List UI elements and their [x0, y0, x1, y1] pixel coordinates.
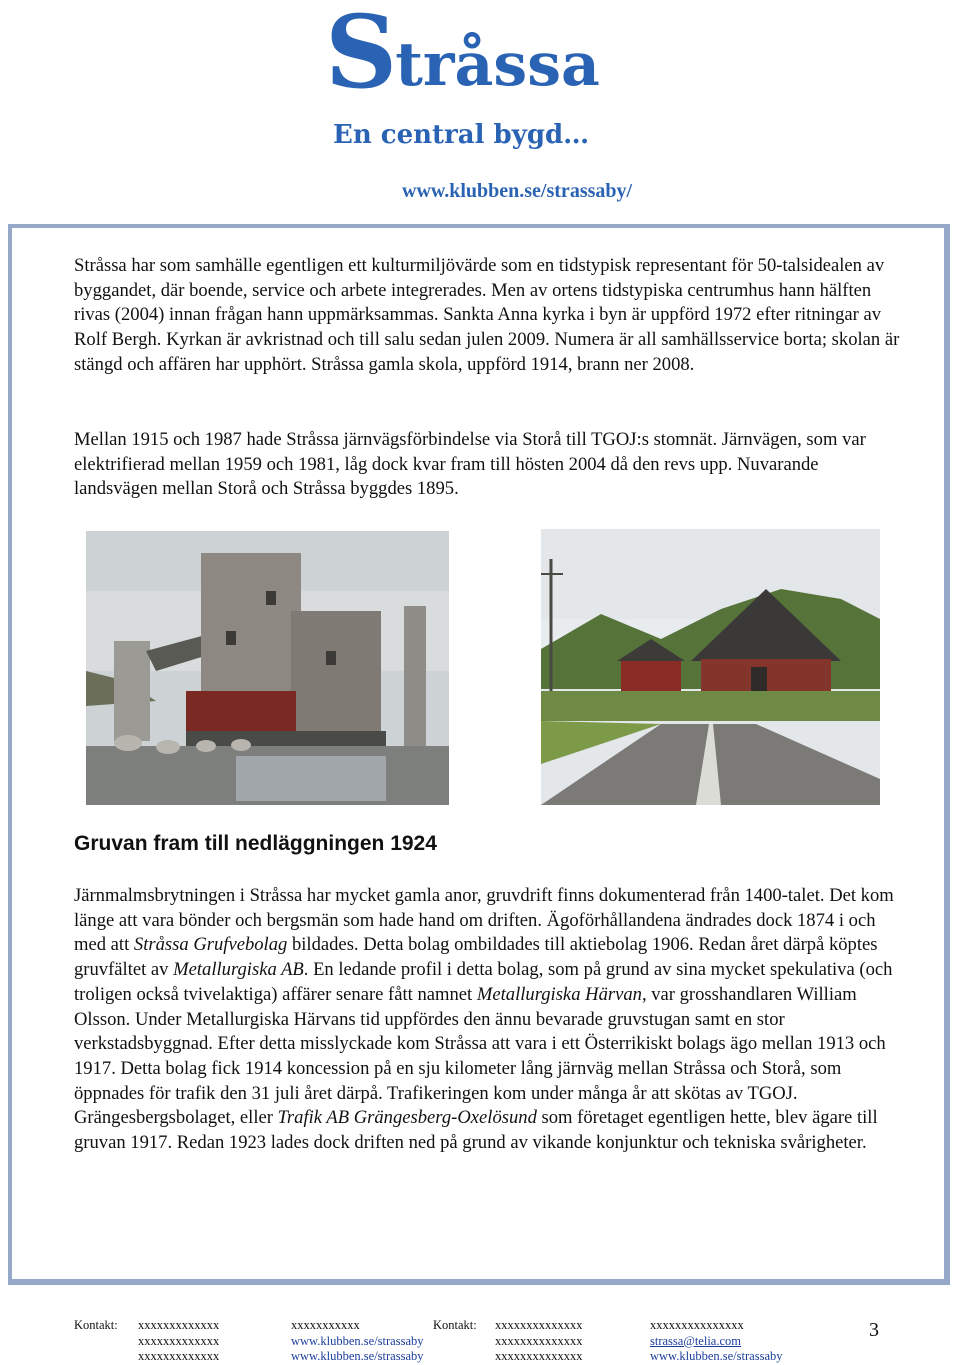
footer-text: xxxxxxxxxxxxxx [495, 1349, 583, 1363]
mine-building-photo [86, 531, 449, 805]
footer-text: xxxxxxxxxxxxx [138, 1318, 220, 1332]
tagline: En central bygd… [333, 120, 590, 150]
footer-col-1 [74, 1318, 118, 1334]
footer-link[interactable]: www.klubben.se/strassaby [291, 1349, 424, 1363]
footer-contact-label: Kontakt: [433, 1318, 477, 1332]
text-span: Järnmalmsbrytningen i Stråssa har mycket gamla anor, gruvdrift finns dokumenterad från 1400-talet. Det kom länge att vara bönder och bergsmän som hade hand om driften. Ägoförhållandena ändrades dock 1874 i och med att [74, 885, 894, 956]
footer-col-3 [291, 1318, 424, 1365]
mine-history-paragraph [74, 884, 904, 1156]
footer-col-6 [650, 1318, 783, 1365]
footer-text: xxxxxxxxxxxxxx [495, 1318, 583, 1332]
footer-col-5 [495, 1318, 583, 1365]
intro-paragraph-2: Mellan 1915 och 1987 hade Stråssa järnvägsförbindelse via Storå till TGOJ:s stomnät. Järnvägen, som var elektrifierad mellan 1959 och 1981, låg dock kvar fram till hösten 2004 då den revs upp. Nuvarande landsvägen mellan Storå och Stråssa byggdes 1895. [74, 429, 866, 500]
footer-email-link[interactable]: strassa@telia.com [650, 1333, 741, 1348]
text-span: som företaget egentligen hette, blev ägare till gruvan 1917. Redan 1923 lades dock driften ned på grund av vikande konjunktur och tekniska svårigheter. [74, 1107, 878, 1154]
footer-text: xxxxxxxxxxxxx [138, 1333, 220, 1348]
footer-text: xxxxxxxxxxx [291, 1318, 360, 1332]
footer-link[interactable]: www.klubben.se/strassaby [291, 1333, 424, 1348]
italic-span: Trafik AB Grängesberg-Oxelösund [277, 1107, 537, 1129]
text-span: bildades. Detta bolag ombildades till aktiebolag 1906. Redan året därpå köptes gruvfältet av [74, 934, 878, 981]
footer-text: xxxxxxxxxxxxxx [495, 1333, 583, 1348]
logo-rest: tråssa [395, 30, 600, 100]
footer-text: xxxxxxxxxxxxxxx [650, 1318, 744, 1332]
logo-initial: S [325, 0, 396, 111]
masthead [0, 0, 960, 215]
footer-contact-label: Kontakt: [74, 1318, 118, 1332]
italic-span: Stråssa Grufvebolag [133, 934, 288, 956]
page-number: 3 [869, 1319, 879, 1341]
intro-paragraph-1: Stråssa har som samhälle egentligen ett kulturmiljövärde som en tidstypisk representant för 50-talsidealen av byggandet, där boende, service och arbete integrerades. Men av ortens tidstypiska centrumhus hann hälften rivas (2004) innan frågan hann uppmärksammas. Sankta Anna kyrka i byn är uppförd 1972 efter ritningar av Rolf Bergh. Kyrkan är avkristnad och till salu sedan julen 2009. Numera är all samhällsservice borta; skolan är stängd och affären har upphört. Stråssa gamla skola, uppförd 1914, brann ner 2008. [74, 255, 900, 375]
logo [325, 0, 600, 111]
footer-col-4 [433, 1318, 477, 1334]
site-url[interactable]: www.klubben.se/strassaby/ [402, 180, 633, 202]
footer-col-2 [138, 1318, 219, 1365]
text-span: , var grosshandlaren William Olsson. Under Metallurgiska Härvans tid uppfördes den ännu bevarade gruvstugan samt en stor verkstadsbyggnad. Efter detta misslyckade kom Stråssa att vara i ett Österrikiskt bolags ägo mellan 1913 och 1917. Detta bolag fick 1914 koncession på en sju kilometer lång järnväg mellan Stråssa och Storå, som öppnades för trafik den 31 juli året därpå. Trafikeringen kom under många år att skötas av TGOJ. Grängesbergsbolaget, eller [74, 983, 886, 1129]
footer-text: xxxxxxxxxxxxx [138, 1349, 220, 1363]
italic-span: Metallurgiska AB [173, 959, 304, 981]
italic-span: Metallurgiska Härvan [476, 983, 642, 1005]
section-heading: Gruvan fram till nedläggningen 1924 [74, 832, 437, 855]
footer-link[interactable]: www.klubben.se/strassaby [650, 1349, 783, 1363]
church-photo [541, 529, 880, 805]
text-span: . En ledande profil i detta bolag, som på grund av sina mycket spekulativa (och troligen också tvivelaktiga) affärer senare fått namnet [74, 959, 893, 1005]
